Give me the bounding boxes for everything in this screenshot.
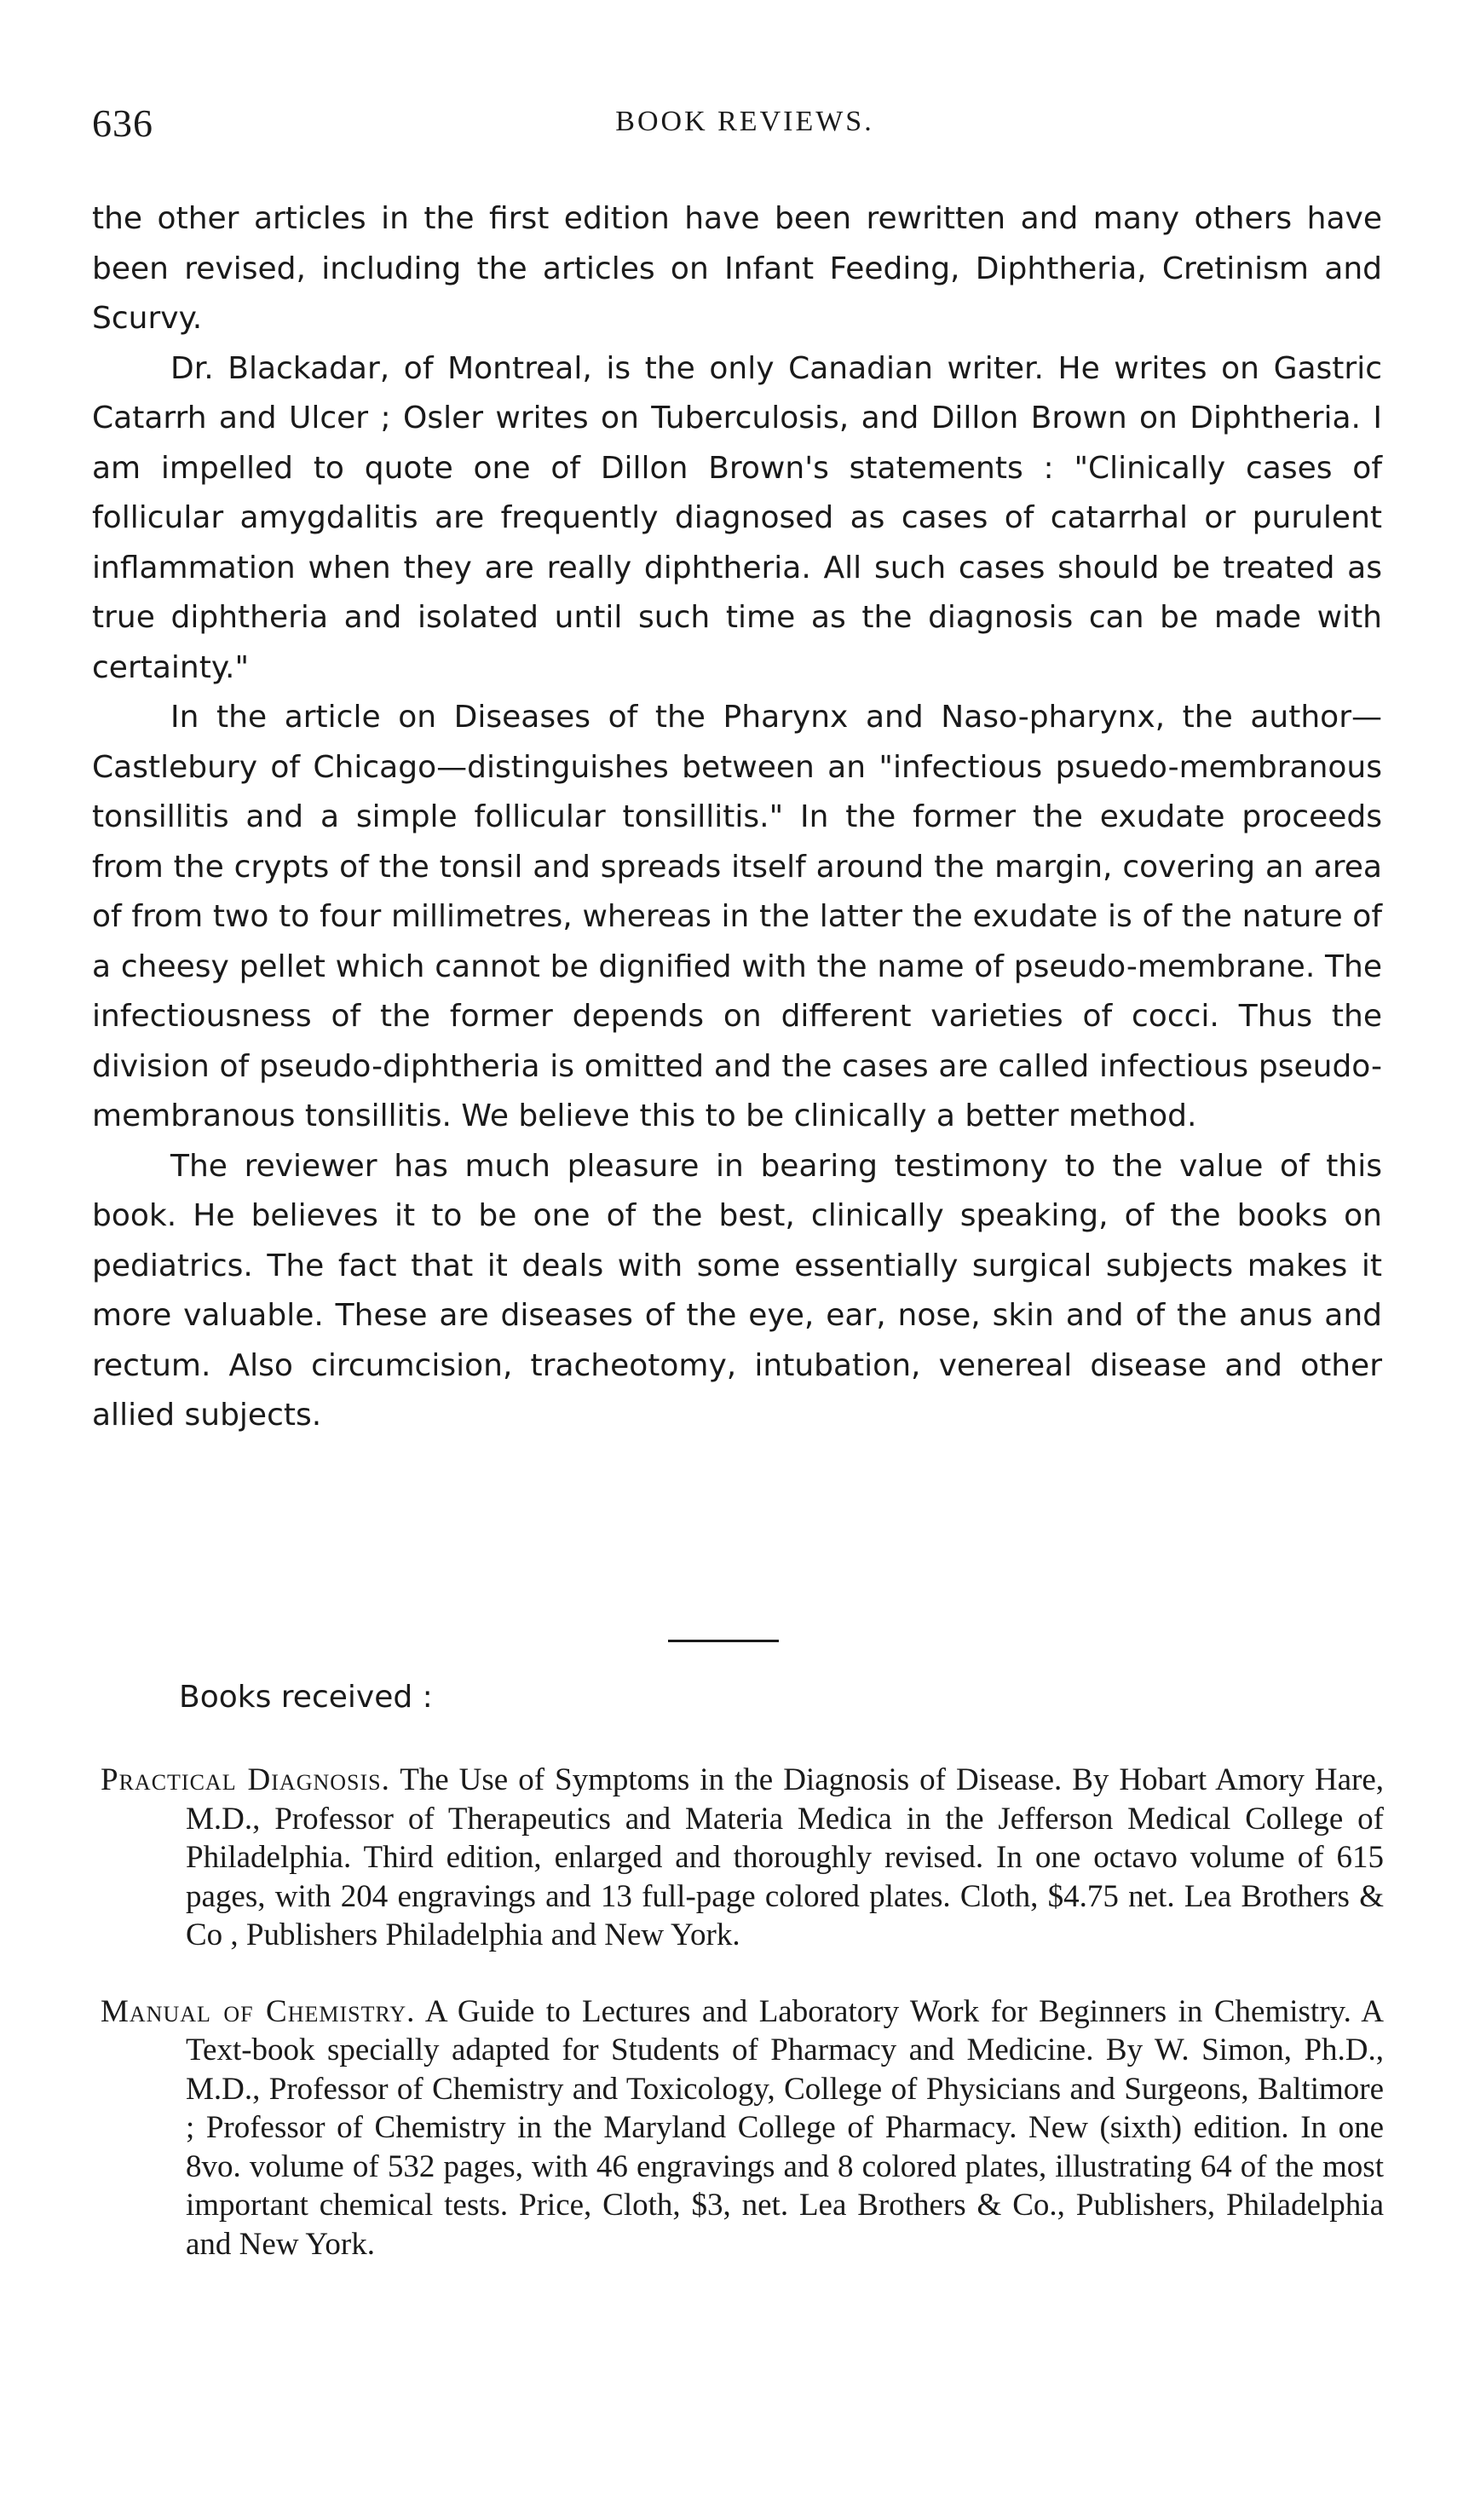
book-entry-title: Manual of Chemistry. — [101, 1993, 416, 2029]
page-header — [92, 101, 1397, 152]
review-paragraph-2: Dr. Blackadar, of Montreal, is the only Canadian writer. He writes on Gastric Catarrh and Ulcer ; Osler writes on Tuberculosis, and Dillon Brown on Diphtheria. I am impelled to quote one of Dillon Brown's statements : "Clinically cases of follicular amygdalitis are frequently diagnosed as cases of catarrhal or purulent inflammation when they are really diphtheria. All such cases should be treated as true diphtheria and isolated until such time as the diagnosis can be made with certainty." — [92, 350, 1382, 685]
review-paragraph-3: In the article on Diseases of the Pharynx and Naso-pharynx, the author—Castlebury of Chicago—distinguishes between an "infectious psuedo-membranous tonsillitis and a simple follicular tonsillitis." In the former the exudate proceeds from the crypts of the tonsil and spreads itself around the margin, covering an area of from two to four millimetres, whereas in the latter the exudate is of the nature of a cheesy pellet which cannot be dignified with the name of pseudo-membrane. The infectiousness of the former depends on different varieties of cocci. Thus the division of pseudo-diphtheria is omitted and the cases are called infectious pseudo-membranous tonsillitis. We believe this to be clinically a better method. — [92, 700, 1382, 1133]
book-entry-title: Practical Diagnosis. — [101, 1762, 390, 1797]
book-entry-text: The Use of Symptoms in the Diagnosis of Disease. By Hobart Amory Hare, M.D., Professor of Therapeutics and Materia Medica in the Jefferson Medical College of Philadelphia. Third edition, enlarged and thoroughly revised. In one octavo volume of 615 pages, with 204 engravings and 13 full-page colored plates. Cloth, $4.75 net. Lea Brothers & Co , Publishers Philadelphia and New York. — [186, 1762, 1384, 1952]
section-divider — [668, 1640, 779, 1642]
book-entry-text: A Guide to Lectures and Laboratory Work for Beginners in Chemistry. A Text-book specially adapted for Students of Pharmacy and Medicine. By W. Simon, Ph.D., M.D., Professor of Chemistry and Toxicology, College of Physicians and Surgeons, Baltimore ; Professor of Chemistry in the Maryland College of Pharmacy. New (sixth) edition. In one 8vo. volume of 532 pages, with 46 engravings and 8 colored plates, illustrating 64 of the most important chemical tests. Price, Cloth, $3, net. Lea Brothers & Co., Publishers, Philadelphia and New York. — [186, 1993, 1384, 2262]
books-received-list — [101, 1761, 1384, 2301]
page-number: 636 — [92, 101, 153, 145]
review-paragraph-1: the other articles in the first edition have been rewritten and many others have been revised, including the articles on Infant Feeding, Diphtheria, Cretinism and Scurvy. — [92, 201, 1382, 336]
review-body — [92, 194, 1382, 1441]
books-received-heading: Books received : — [179, 1680, 433, 1715]
book-entry-manual-of-chemistry — [101, 1992, 1384, 2264]
review-paragraph-4: The reviewer has much pleasure in bearing testimony to the value of this book. He believes it to be one of the best, clinically speaking, of the books on pediatrics. The fact that it deals with some essentially surgical subjects makes it more valuable. These are diseases of the eye, ear, nose, skin and of the anus and rectum. Also circumcision, tracheotomy, intubation, venereal disease and other allied subjects. — [92, 1148, 1382, 1433]
book-entry-practical-diagnosis — [101, 1761, 1384, 1955]
running-head: BOOK REVIEWS. — [615, 106, 874, 137]
